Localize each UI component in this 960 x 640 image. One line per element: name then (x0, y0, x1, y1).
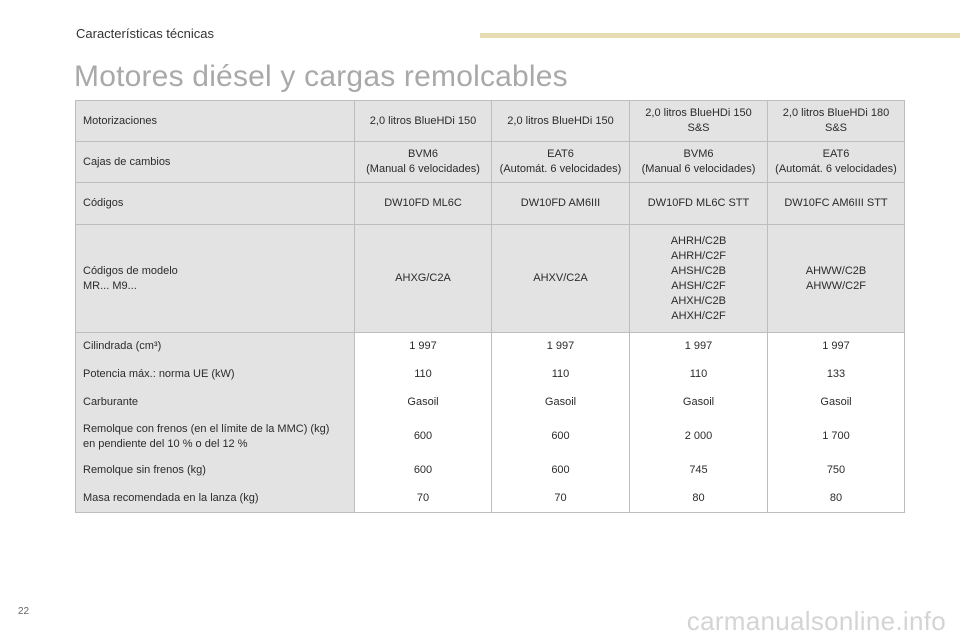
table-cell: AHWW/C2B AHWW/C2F (768, 225, 905, 333)
table-header-row (76, 101, 905, 142)
table-cell: 1 997 (355, 333, 492, 361)
table-cell: EAT6 (Automát. 6 velocidades) (768, 142, 905, 183)
row-label: Códigos de modelo MR... M9... (76, 225, 355, 333)
table-row-nose-weight (76, 485, 905, 513)
table-cell: 600 (492, 417, 630, 457)
row-label: Masa recomendada en la lanza (kg) (76, 485, 355, 513)
engine-column-3: 2,0 litros BlueHDi 150 S&S (630, 101, 768, 142)
table-cell: 750 (768, 457, 905, 485)
spec-table (75, 100, 905, 513)
table-row-gearbox (76, 142, 905, 183)
page-number: 22 (18, 606, 30, 617)
table-row-model-codes (76, 225, 905, 333)
table-row-displacement (76, 333, 905, 361)
row-label: Remolque sin frenos (kg) (76, 457, 355, 485)
table-cell: 600 (492, 457, 630, 485)
table-cell: 1 997 (768, 333, 905, 361)
row-label: Potencia máx.: norma UE (kW) (76, 361, 355, 389)
table-cell: Gasoil (355, 389, 492, 417)
table-cell: 2 000 (630, 417, 768, 457)
table-cell: DW10FC AM6III STT (768, 183, 905, 225)
table-cell: BVM6 (Manual 6 velocidades) (630, 142, 768, 183)
table-cell: DW10FD ML6C STT (630, 183, 768, 225)
table-row-power (76, 361, 905, 389)
table-cell: Gasoil (492, 389, 630, 417)
row-label: Códigos (76, 183, 355, 225)
table-cell: BVM6 (Manual 6 velocidades) (355, 142, 492, 183)
section-header: Características técnicas (76, 26, 214, 41)
table-row-unbraked-trailer (76, 457, 905, 485)
table-cell: 1 997 (630, 333, 768, 361)
page-title: Motores diésel y cargas remolcables (74, 60, 568, 93)
header-rule (480, 33, 960, 38)
table-cell: AHXG/C2A (355, 225, 492, 333)
table-cell: 600 (355, 417, 492, 457)
table-cell: 70 (492, 485, 630, 513)
engine-column-2: 2,0 litros BlueHDi 150 (492, 101, 630, 142)
table-row-braked-trailer (76, 417, 905, 457)
table-cell: Gasoil (768, 389, 905, 417)
table-row-codes (76, 183, 905, 225)
table-cell: DW10FD AM6III (492, 183, 630, 225)
table-cell: 70 (355, 485, 492, 513)
table-cell: AHXV/C2A (492, 225, 630, 333)
table-cell: 600 (355, 457, 492, 485)
table-cell: 80 (768, 485, 905, 513)
watermark: carmanualsonline.info (686, 606, 946, 636)
table-cell: 110 (355, 361, 492, 389)
table-cell: DW10FD ML6C (355, 183, 492, 225)
table-cell: 1 700 (768, 417, 905, 457)
engine-column-4: 2,0 litros BlueHDi 180 S&S (768, 101, 905, 142)
header-label: Motorizaciones (76, 101, 355, 142)
row-label: Remolque con frenos (en el límite de la MMC) (kg) en pendiente del 10 % o del 12 % (76, 417, 355, 457)
table-cell: 133 (768, 361, 905, 389)
row-label: Cajas de cambios (76, 142, 355, 183)
table-cell: 745 (630, 457, 768, 485)
table-cell: 110 (630, 361, 768, 389)
table-row-fuel (76, 389, 905, 417)
table-cell: Gasoil (630, 389, 768, 417)
row-label: Carburante (76, 389, 355, 417)
table-cell: 110 (492, 361, 630, 389)
table-cell: 80 (630, 485, 768, 513)
table-cell: EAT6 (Automát. 6 velocidades) (492, 142, 630, 183)
table-cell: 1 997 (492, 333, 630, 361)
row-label: Cilindrada (cm³) (76, 333, 355, 361)
engine-column-1: 2,0 litros BlueHDi 150 (355, 101, 492, 142)
table-cell: AHRH/C2B AHRH/C2F AHSH/C2B AHSH/C2F AHXH/C2B AHXH/C2F (630, 225, 768, 333)
